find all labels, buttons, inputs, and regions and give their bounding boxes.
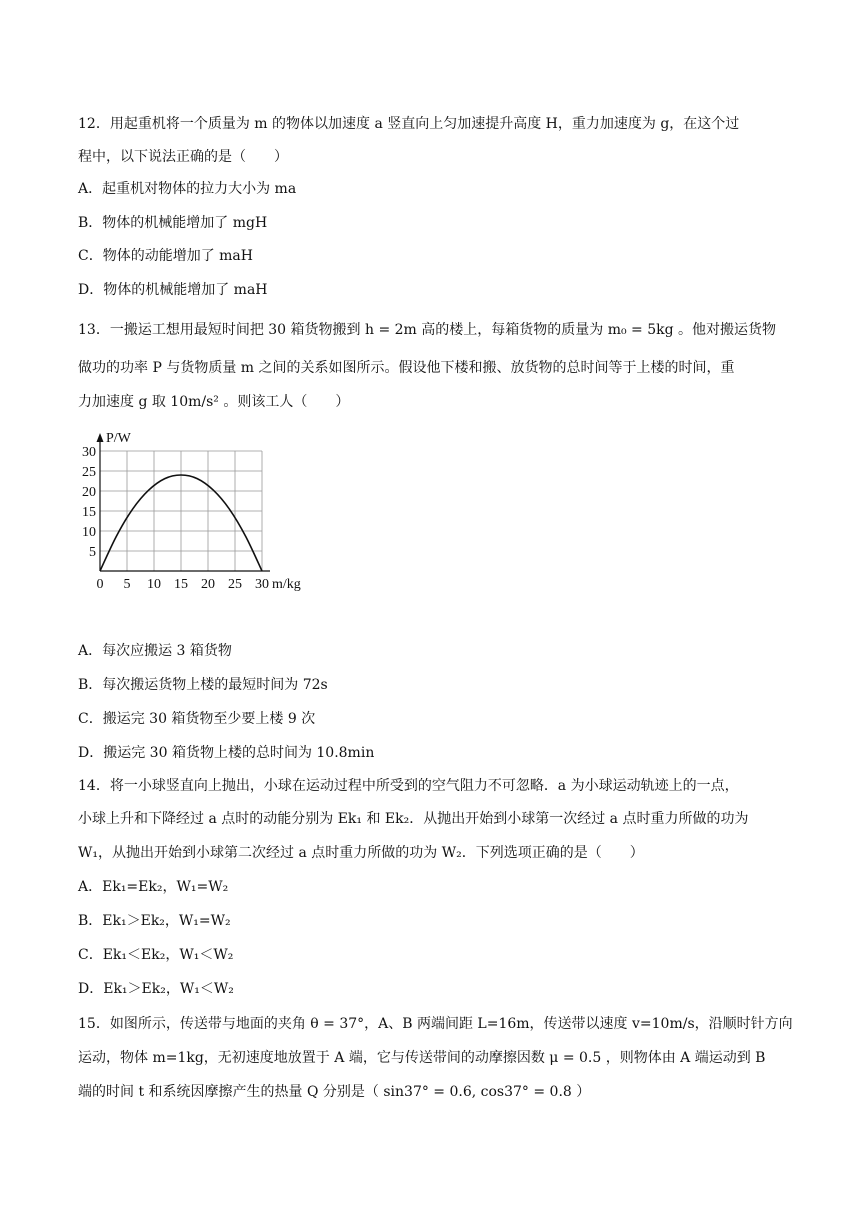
x-tick-label: 15 <box>174 577 188 592</box>
y-tick-label: 30 <box>82 445 96 460</box>
y-axis-label: P/W <box>106 431 131 446</box>
q12-stem-line-1: 12．用起重机将一个质量为 m 的物体以加速度 a 竖直向上匀加速提升高度 H，重力加速度为 g，在这个过 <box>78 116 740 132</box>
y-tick-label: 10 <box>82 525 96 540</box>
q14-option-b: B．Ek₁＞Ek₂，W₁=W₂ <box>78 913 231 929</box>
y-tick-label: 25 <box>82 465 96 480</box>
q12-option-c: C．物体的动能增加了 maH <box>78 248 253 264</box>
q15-stem-line-2: 运动，物体 m=1kg，无初速度地放置于 A 端，它与传送带间的动摩擦因数 μ = 0.5 ，则物体由 A 端运动到 B <box>78 1050 766 1066</box>
q13-option-b: B．每次搬运货物上楼的最短时间为 72s <box>78 677 328 693</box>
q13-stem-line-1: 13．一搬运工想用最短时间把 30 箱货物搬到 h = 2m 高的楼上，每箱货物的质量为 m₀ = 5kg 。他对搬运货物 <box>78 322 777 338</box>
q13-stem-line-2: 做功的功率 P 与货物质量 m 之间的关系如图所示。假设他下楼和搬、放货物的总时间等于上楼的时间，重 <box>78 360 735 376</box>
power-mass-chart <box>78 428 318 596</box>
q13-stem-line-3: 力加速度 g 取 10m/s² 。则该工人（ ） <box>78 394 350 410</box>
q14-stem-line-2: 小球上升和下降经过 a 点时的动能分别为 Ek₁ 和 Ek₂．从抛出开始到小球第一次经过 a 点时重力所做的功为 <box>78 811 749 827</box>
x-tick-label: 5 <box>123 577 131 592</box>
y-tick-label: 5 <box>89 545 96 560</box>
q14-stem-line-1: 14．将一小球竖直向上抛出，小球在运动过程中所受到的空气阻力不可忽略．a 为小球运动轨迹上的一点， <box>78 778 739 794</box>
q15-stem-line-1: 15．如图所示，传送带与地面的夹角 θ = 37°，A、B 两端间距 L=16m，传送带以速度 v=10m/s，沿顺时针方向 <box>78 1016 793 1032</box>
x-tick-label: 10 <box>147 577 161 592</box>
q12-option-b: B．物体的机械能增加了 mgH <box>78 215 268 231</box>
x-axis-label: m/kg <box>272 577 301 592</box>
q14-option-d: D．Ek₁＞Ek₂，W₁＜W₂ <box>78 981 234 997</box>
q14-option-c: C．Ek₁＜Ek₂，W₁＜W₂ <box>78 947 234 963</box>
q13-option-a: A．每次应搬运 3 箱货物 <box>78 643 232 659</box>
q15-stem-line-3: 端的时间 t 和系统因摩擦产生的热量 Q 分别是（ sin37° = 0.6, cos37° = 0.8 ） <box>78 1084 591 1100</box>
q12-option-a: A．起重机对物体的拉力大小为 ma <box>78 181 297 197</box>
y-axis-arrow <box>97 433 104 442</box>
q13-option-d: D．搬运完 30 箱货物上楼的总时间为 10.8min <box>78 745 375 761</box>
q14-stem-line-3: W₁，从抛出开始到小球第二次经过 a 点时重力所做的功为 W₂．下列选项正确的是（ ） <box>78 845 644 861</box>
q12-stem-line-2: 程中，以下说法正确的是（ ） <box>78 149 288 165</box>
q12-option-d: D．物体的机械能增加了 maH <box>78 282 268 298</box>
power-mass-chart-svg <box>78 428 318 596</box>
y-tick-label: 15 <box>82 505 96 520</box>
x-tick-label: 25 <box>228 577 242 592</box>
y-tick-label: 20 <box>82 485 96 500</box>
x-tick-label: 20 <box>201 577 215 592</box>
q14-option-a: A．Ek₁=Ek₂，W₁=W₂ <box>78 879 229 895</box>
x-tick-label: 0 <box>96 577 104 592</box>
q13-option-c: C．搬运完 30 箱货物至少要上楼 9 次 <box>78 711 316 727</box>
x-tick-label: 30 <box>255 577 269 592</box>
